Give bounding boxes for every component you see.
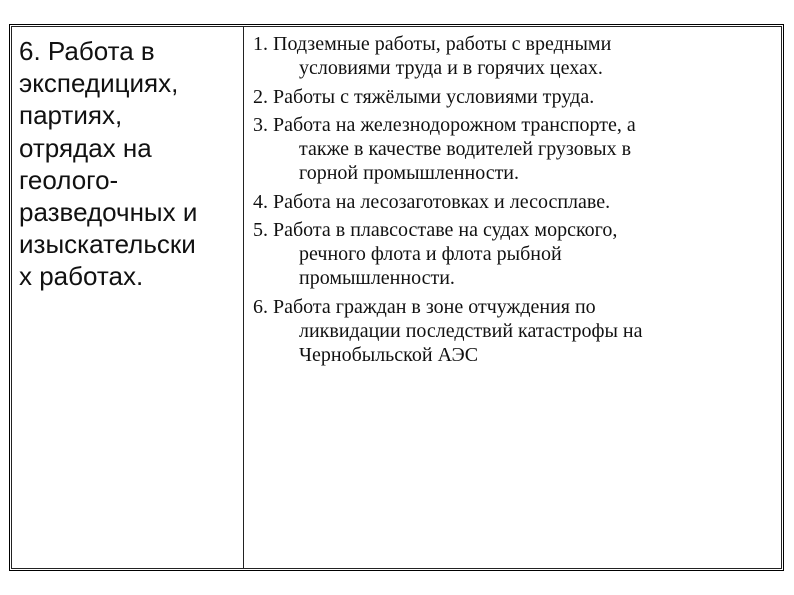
left-cell-line: отрядах на [19, 132, 152, 163]
left-cell-line: партиях, [19, 100, 123, 131]
list-item-line: ликвидации последствий катастрофы на [299, 319, 643, 342]
list-item-line: 4. Работа на лесозаготовках и лесосплаве. [253, 190, 611, 213]
list-item-line: 1. Подземные работы, работы с вредными [253, 33, 612, 55]
list-item-line: речного флота и флота рыбной [299, 243, 562, 265]
left-cell-line: геолого- [19, 164, 119, 195]
list-item-line: 2. Работы с тяжёлыми условиями труда. [253, 85, 595, 108]
column-divider [243, 27, 244, 568]
list-item [253, 113, 773, 185]
list-item-line: горной промышленности. [299, 162, 520, 184]
list-item [253, 85, 773, 109]
left-cell-line: 6. Работа в [19, 36, 155, 66]
left-cell [19, 35, 241, 293]
left-cell-line: разведочных и [19, 197, 198, 228]
left-cell-line: х работах. [19, 261, 144, 292]
list-item-line: также в качестве водителей грузовых в [299, 138, 632, 160]
list-item-line: промышленности. [299, 267, 455, 289]
right-cell [253, 32, 773, 371]
left-cell-line: экспедициях, [19, 68, 179, 99]
list-item-line: 3. Работа на железнодорожном транспорте, а [253, 114, 636, 136]
list-item [253, 32, 773, 80]
left-cell-line: изыскательски [19, 229, 196, 260]
list-item [253, 218, 773, 290]
list-item-line: 6. Работа граждан в зоне отчуждения по [253, 295, 596, 318]
list-item-line: Чернобыльской АЭС [299, 343, 479, 366]
list-item [253, 190, 773, 214]
list-item-line: условиями труда и в горячих цехах. [299, 57, 603, 79]
content-table [11, 26, 782, 569]
list-item-line: 5. Работа в плавсоставе на судах морского, [253, 219, 618, 241]
list-item [253, 295, 773, 367]
